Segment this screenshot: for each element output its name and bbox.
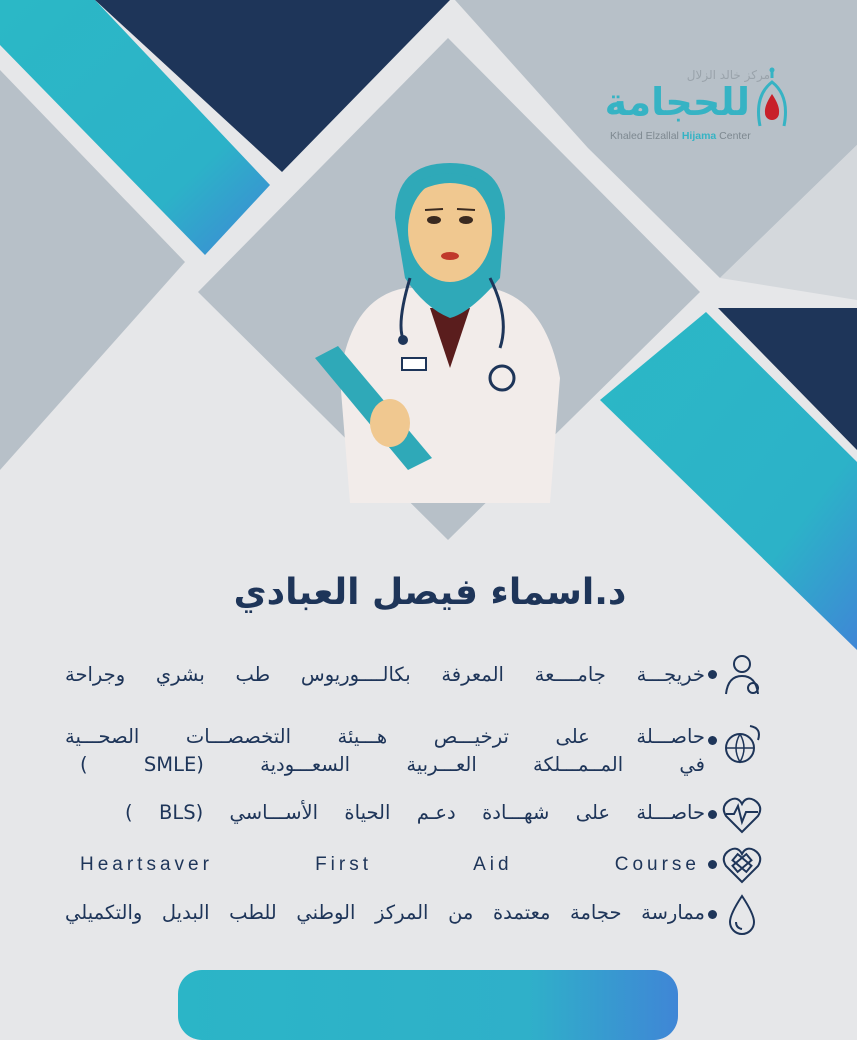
bullet	[708, 860, 717, 869]
logo-arabic-main: للحجامة	[604, 80, 750, 124]
bullet	[708, 736, 717, 745]
doctor-name: د.اسماء فيصل العبادي	[233, 572, 627, 613]
cupping-drop-icon	[752, 66, 792, 128]
qualification-item-2	[40, 722, 800, 782]
bullet	[708, 670, 717, 679]
heart-bandage-icon	[720, 842, 764, 886]
qualification-item-1	[40, 652, 800, 700]
drop-icon	[720, 892, 764, 936]
bullet	[708, 810, 717, 819]
logo-arabic-top: مركز خالد الزلال	[686, 68, 770, 82]
bullet	[708, 910, 717, 919]
bottom-bar	[178, 970, 678, 1040]
doctor-illustration	[310, 158, 590, 503]
qualification-text: ممارسة حجامة معتمدة من المركز الوطني للطب البديل والتكميلي	[65, 901, 705, 924]
qualification-item-5	[40, 892, 800, 940]
heartbeat-icon	[720, 792, 764, 836]
qualification-text: خريجـــة جامــــعة المعرفة بكالــــوريوس طب بشري وجراحة	[65, 663, 705, 686]
female-doctor-icon	[720, 652, 764, 696]
globe-stethoscope-icon	[720, 722, 764, 766]
qualification-text: Heartsaver First Aid Course	[80, 854, 700, 875]
logo-english: Khaled Elzallal Hijama Center	[610, 130, 751, 142]
qualification-item-4	[40, 842, 800, 890]
qualification-text-line2: في المــمـــلكة العـــربية السعـــودية (SMLE )	[80, 753, 705, 776]
qualification-text: حاصـــلة على ترخيـــص هـــيئة التخصصـــات الصحـــية	[65, 725, 705, 748]
qualification-text: حاصـــلة على شهـــادة دعـم الحياة الأســـاسي (BLS )	[125, 801, 705, 824]
logo	[600, 62, 800, 152]
qualification-item-3	[40, 792, 800, 840]
